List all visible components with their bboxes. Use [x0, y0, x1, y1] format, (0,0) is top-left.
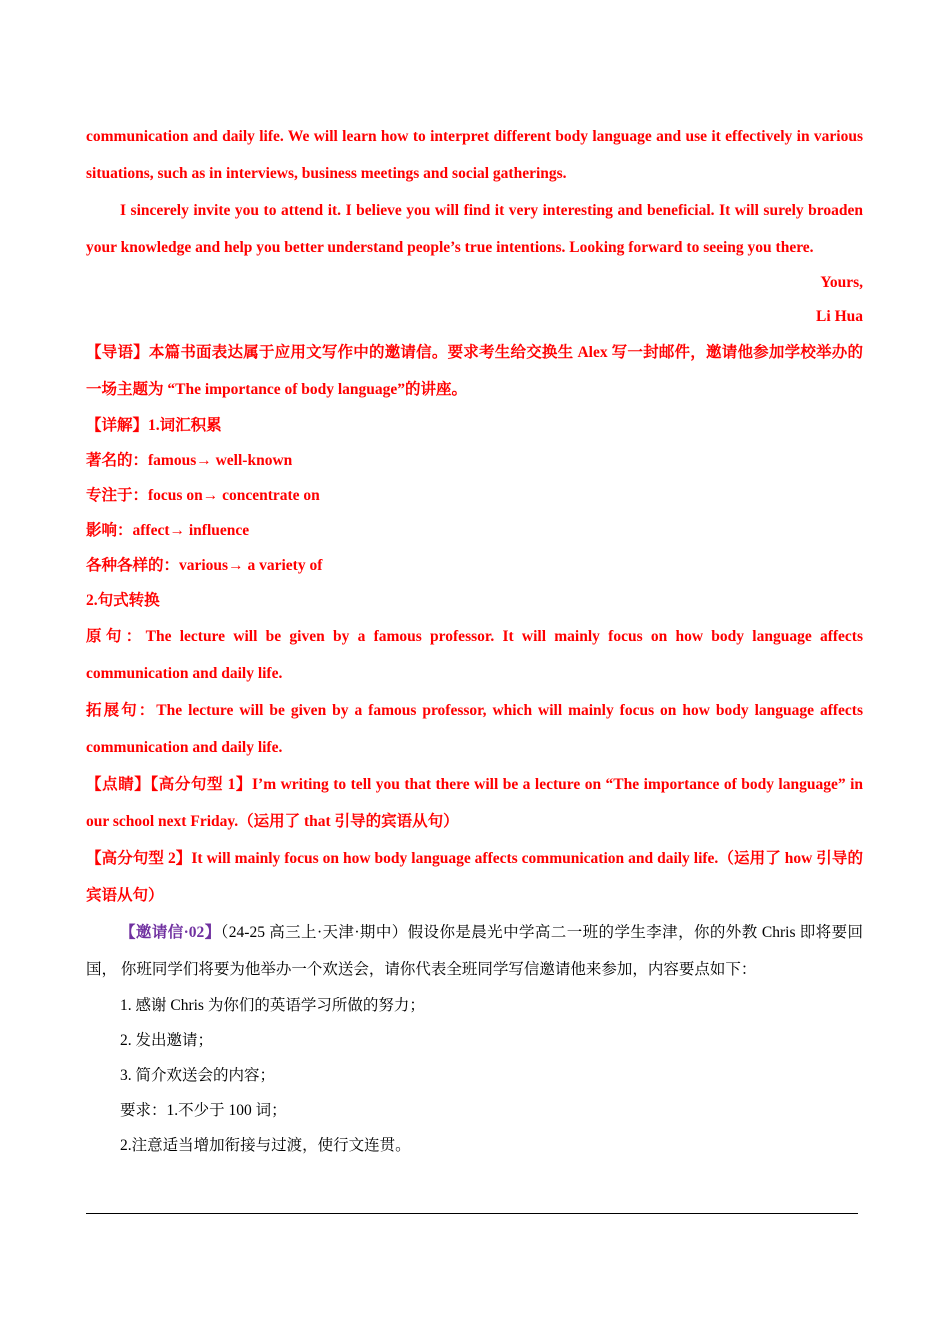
letter-paragraph-continued: communication and daily life. We will learn how to interpret different body language and use it effectively in various situations, such as in interviews, business meetings and social gatherings.: [86, 128, 863, 182]
original-sentence: 原句：The lecture will be given by a famous professor. It will mainly focus on how body language affects communication and daily life.: [86, 628, 863, 682]
vocab-item: 影响：affect→ influence: [86, 522, 250, 539]
section-sentence-transform: 2.句式转换: [86, 592, 160, 609]
task-tag: 【邀请信·02】: [120, 924, 221, 941]
highlight-sentence-1: 【点睛】【高分句型 1】I’m writing to tell you that there will be a lecture on “The importance of body language” in our school next Friday.（运用了 that 引导的宾语从句）: [86, 776, 863, 830]
highlight-sentence-2: 【高分句型 2】It will mainly focus on how body language affects communication and daily life.（运用了 how 引导的宾语从句）: [86, 850, 863, 904]
task-item: 3. 简介欢送会的内容；: [120, 1067, 276, 1084]
task-item: 1. 感谢 Chris 为你们的英语学习所做的努力；: [120, 997, 425, 1014]
answer-line: [86, 1213, 858, 1214]
letter-signature: Li Hua: [816, 308, 863, 325]
task-requirement: 要求：1.不少于 100 词；: [120, 1102, 287, 1119]
vocab-item: 各种各样的：various→ a variety of: [86, 557, 323, 574]
vocab-item: 专注于：focus on→ concentrate on: [86, 487, 320, 504]
guide-paragraph: 【导语】本篇书面表达属于应用文写作中的邀请信。要求考生给交换生 Alex 写一封邮件，邀请他参加学校举办的一场主题为 “The importance of body language”的讲座。: [86, 344, 863, 398]
vocab-item: 著名的：famous→ well-known: [86, 452, 293, 469]
task-prompt: [86, 914, 863, 988]
extended-sentence: 拓展句：The lecture will be given by a famous professor, which will mainly focus on how body language affects communication and daily life.: [86, 702, 863, 756]
document-page: [86, 118, 863, 1163]
task-item: 2. 发出邀请；: [120, 1032, 214, 1049]
detail-header: 【详解】1.词汇积累: [86, 417, 222, 434]
letter-paragraph-invite: I sincerely invite you to attend it. I believe you will find it very interesting and beneficial. It will surely broaden your knowledge and help you better understand people’s true intentions. Looking forward to seeing you there.: [86, 202, 863, 256]
task-intro: （24-25 高三上·天津·期中）假设你是晨光中学高二一班的学生李津，你的外教 Chris 即将要回国， 你班同学们将要为他举办一个欢送会，请你代表全班同学写信邀请他来参加，内容要点如下：: [86, 924, 864, 978]
task-requirement: 2.注意适当增加衔接与过渡，使行文连贯。: [120, 1137, 411, 1154]
letter-closing: Yours,: [820, 274, 863, 291]
